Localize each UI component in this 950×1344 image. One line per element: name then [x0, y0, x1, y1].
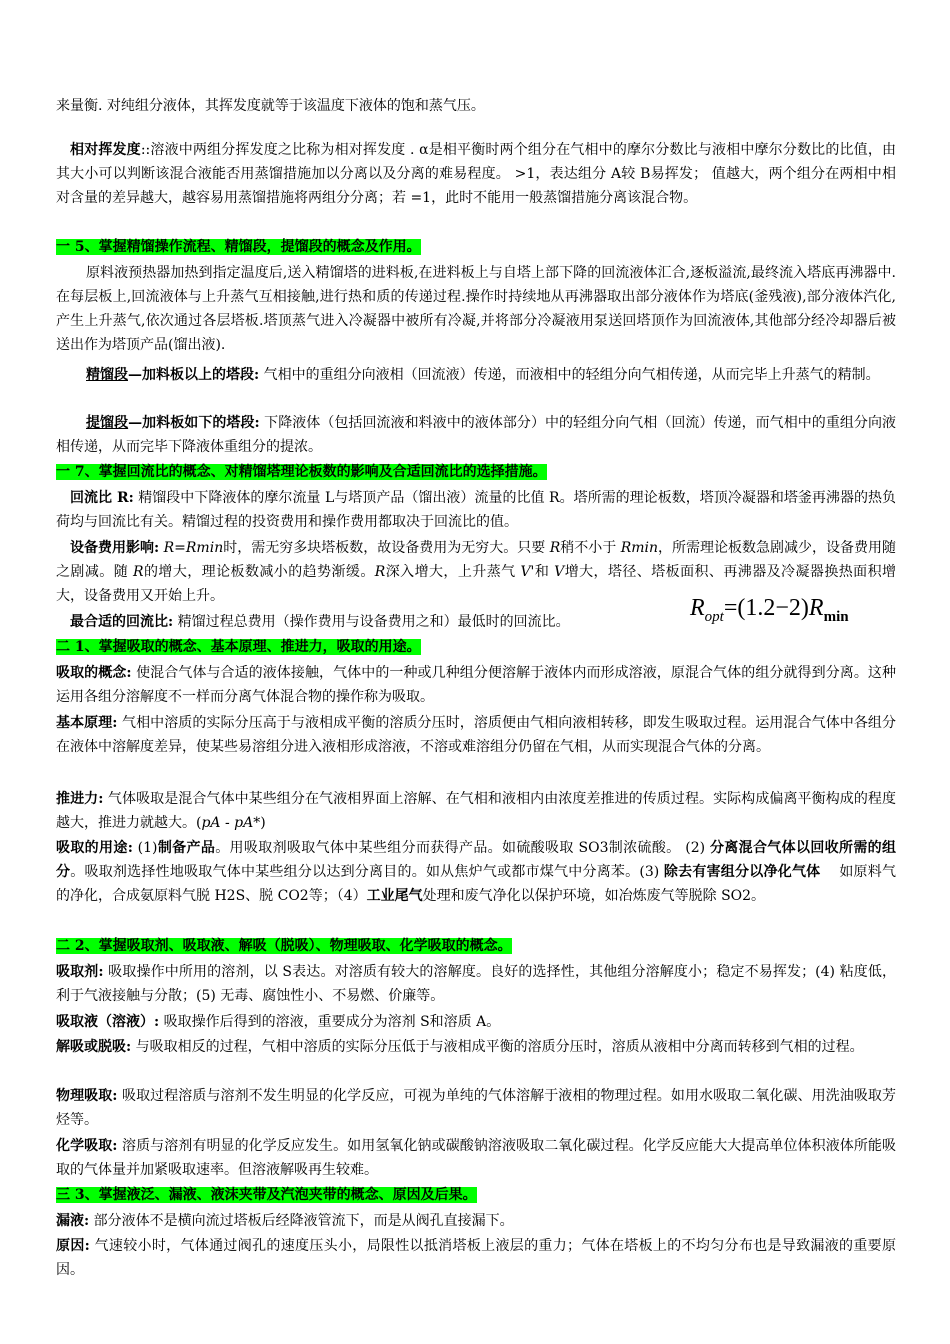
- body-text: 处理和废气净化以保护环境，如冶炼废气等脱除 SO2。: [422, 888, 766, 904]
- paragraph-basic-principle: [56, 711, 896, 759]
- term-optimal-reflux: 最合适的回流比:: [70, 614, 174, 630]
- term-chemical-absorption: 化学吸取:: [56, 1138, 118, 1154]
- use-1: 制备产品: [157, 840, 216, 856]
- body-text: ，所需理论板数急剧减少，设备费用随之剧减。随: [56, 540, 897, 580]
- use-4: 工业尾气: [366, 888, 423, 904]
- body-text: 稍不小于: [560, 540, 621, 556]
- definition-text: 与吸取相反的过程，气相中溶质的实际分压低于与液相成平衡的溶质分压时，溶质从液相中分离而转移到气相的过程。: [131, 1039, 864, 1055]
- term-reflux-ratio: 回流比 R:: [70, 490, 134, 506]
- body-text: 如原料气的净化，合成氨原料气脱 H2S、脱 CO2等；（4）: [56, 864, 896, 904]
- definition-text: ::溶液中两组分挥发度之比称为相对挥发度 . α是相平衡时两个组分在气相中的摩尔分数比与液相中摩尔分数比的比值，由其大小可以判断该混合液能否用蒸馏措施加以分离以及分离的难易程度。 >1，表达组分 A较 B易挥发； 值越大，两个组分在两相中相对含量的差异越大，越容易用蒸馏措施将两组分分离；若 =1，此时不能用一般蒸馏措施分离该混合物。: [56, 142, 896, 206]
- term-stripping-def: —加料板如下的塔段:: [128, 415, 260, 431]
- optimal-reflux-formula: [690, 592, 849, 633]
- math-text: pA - pA*: [201, 815, 261, 831]
- section-heading-3-3: [56, 1183, 896, 1207]
- math-text: R: [374, 564, 386, 580]
- use-3: 除去有害组分以净化气体: [663, 864, 821, 880]
- definition-text: 气相中的重组分向液相（回流液）传递，而液相中的轻组分向气相传递，从而完毕上升蒸气的精制。: [259, 367, 880, 383]
- paragraph-stripping-section: [56, 411, 896, 459]
- term-desorption: 解吸或脱吸:: [56, 1039, 132, 1055]
- term-stripping: 提馏段: [86, 415, 129, 431]
- section-heading-1-5: [56, 235, 896, 259]
- paragraph-process-flow: 原料液预热器加热到指定温度后,送入精馏塔的进料板,在进料板上与自塔上部下降的回流液体汇合,逐板溢流,最终流入塔底再沸器中.在每层板上,回流液体与上升蒸气互相接触,进行热和质的传递过程.操作时持续地从再沸器取出部分液体作为塔底(釜残液),部分液体汽化,产生上升蒸气,依次通过各层塔板.塔顶蒸气进入冷凝器中被所有冷凝,并将部分冷凝液用泵送回塔顶作为回流液体,其他部分经冷却器后被送出作为塔顶产品(馏出液).: [56, 265, 896, 353]
- paragraph-volatility: 来量衡. 对纯组分液体，其挥发度就等于该温度下液体的饱和蒸气压。: [56, 98, 485, 114]
- body-text: 和: [534, 564, 555, 580]
- paragraph-weeping: [56, 1209, 896, 1233]
- math-text: V: [554, 564, 565, 580]
- paragraph-chemical-absorption: [56, 1134, 896, 1182]
- body-text: 。用吸取剂吸取气体中某些组分而获得产品。如硫酸吸取 SO3制浓硫酸。 (2): [215, 840, 710, 856]
- math-text: Rmin: [620, 540, 658, 556]
- definition-text: 气相中溶质的实际分压高于与液相成平衡的溶质分压时，溶质便由气相向液相转移，即发生吸取过程。运用混合气体中各组分在液体中溶解度差异，使某些易溶组分进入液相形成溶液，不溶或难溶组分仍留在气相，从而实现混合气体的分离。: [56, 715, 896, 755]
- definition-text: 部分液体不是横向流过塔板后经降液管流下，而是从阀孔直接漏下。: [89, 1213, 514, 1229]
- definition-text: 气速较小时，气体通过阀孔的速度压头小，局限性以抵消塔板上液层的重力；气体在塔板上的不均匀分布也是导致漏液的重要原因。: [56, 1238, 897, 1278]
- formula-lhs: R: [690, 595, 705, 621]
- paragraph-absorption-liquid: [56, 1010, 896, 1034]
- paragraph-cause: [56, 1234, 896, 1282]
- paragraph-absorption-uses: [56, 836, 896, 908]
- formula-rhs-sub: min: [823, 608, 849, 625]
- paragraph-reflux-ratio: [56, 486, 896, 534]
- definition-text: 精馏过程总费用（操作费用与设备费用之和）最低时的回流比。: [173, 614, 570, 630]
- paragraph-absorbent: [56, 960, 896, 1008]
- body-text: 深入增大，上升蒸气: [385, 564, 521, 580]
- heading-text: 二 2、掌握吸取剂、吸取液、解吸（脱吸）、物理吸取、化学吸取的概念。: [56, 938, 512, 954]
- formula-middle: =(1.2−2): [723, 595, 809, 621]
- heading-text: 一 7、掌握回流比的概念、对精馏塔理论板数的影响及合适回流比的选择措施。: [56, 464, 547, 480]
- paragraph-absorption-concept: [56, 661, 896, 709]
- body-text: 。吸取剂选择性地吸取气体中某些组分以达到分离目的。如从焦炉气或都市煤气中分离苯。(3): [70, 864, 664, 880]
- term-absorption: 吸取的概念:: [56, 665, 132, 681]
- term-absorbent: 吸取剂:: [56, 964, 104, 980]
- definition-text: 溶质与溶剂有明显的化学反应发生。如用氢氧化钠或碳酸钠溶液吸取二氧化碳过程。化学反应能大大提高单位体积液体所能吸取的气体量并加紧吸取速率。但溶液解吸再生较难。: [56, 1138, 896, 1178]
- body-text: 的增大，理论板数减小的趋势渐缓。: [143, 564, 375, 580]
- math-text: R=Rmin: [159, 540, 224, 556]
- heading-text: 三 3、掌握液泛、漏液、液沫夹带及汽泡夹带的概念、原因及后果。: [56, 1187, 477, 1203]
- body-text: 增大，塔径、塔板面积、再沸器及冷凝器换热面积增大，设备费用又开始上升。: [56, 564, 897, 604]
- heading-text: 二 1、掌握吸取的概念、基本原理、推进力，吸取的用途。: [56, 639, 421, 655]
- definition-text: 下降液体（包括回流液和料液中的液体部分）中的轻组分向气相（回流）传递，而气相中的重组分向液相传递，从而完毕下降液体重组分的提浓。: [56, 415, 896, 455]
- term-absorption-liquid: 吸取液（溶液）:: [56, 1014, 160, 1030]
- formula-lhs-sub: opt: [704, 608, 724, 625]
- heading-text: 一 5、掌握精馏操作流程、精馏段，提馏段的概念及作用。: [56, 239, 421, 255]
- paragraph-optimal-reflux: [56, 610, 676, 634]
- term-rectifying: 精馏段: [86, 367, 128, 383]
- term-weeping: 漏液:: [56, 1213, 90, 1229]
- definition-text: 气体吸取是混合气体中某些组分在气液相界面上溶解、在气相和液相内由浓度差推进的传质过程。实际构成偏离平衡构成的程度越大，推进力就越大。(: [56, 791, 896, 831]
- term-principle: 基本原理:: [56, 715, 118, 731]
- section-heading-1-7: [56, 460, 896, 484]
- paragraph-physical-absorption: [56, 1084, 896, 1132]
- use-2: 分离混合气体以回收所需的组分: [56, 840, 897, 880]
- definition-text: 精馏段中下降液体的摩尔流量 L与塔顶产品（馏出液）流量的比值 R。塔所需的理论板数，塔顶冷凝器和塔釜再沸器的热负荷均与回流比有关。精馏过程的投资费用和操作费用都取决于回流比的值。: [56, 490, 897, 530]
- definition-text: 吸取操作中所用的溶剂，以 S表达。对溶质有较大的溶解度。良好的选择性，其他组分溶解度小；稳定不易挥发；(4) 粘度低，利于气液接触与分散；(5) 无毒、腐蚀性小、不易燃、价廉等。: [56, 964, 896, 1004]
- definition-text: 吸取过程溶质与溶剂不发生明显的化学反应，可视为单纯的气体溶解于液相的物理过程。如用水吸取二氧化碳、用洗油吸取芳烃等。: [56, 1088, 896, 1128]
- body-text: 时，需无穷多块塔板数，故设备费用为无穷大。只要: [223, 540, 550, 556]
- formula-rhs: R: [808, 595, 824, 621]
- section-heading-2-1: [56, 635, 896, 659]
- paragraph-desorption: [56, 1035, 896, 1059]
- term-physical-absorption: 物理吸取:: [56, 1088, 118, 1104]
- paragraph-rectifying-section: [56, 363, 896, 387]
- term-cause: 原因:: [56, 1238, 90, 1254]
- math-text: R: [549, 540, 561, 556]
- term-rectifying-def: —加料板以上的塔段:: [128, 367, 260, 383]
- definition-text: 吸取操作后得到的溶液，重要成分为溶剂 S和溶质 A。: [159, 1014, 501, 1030]
- definition-text: 使混合气体与合适的液体接触，气体中的一种或几种组分便溶解于液体内而形成溶液，原混合气体的组分就得到分离。这种运用各组分溶解度不一样而分离气体混合物的操作称为吸取。: [56, 665, 896, 705]
- term-uses: 吸取的用途:: [56, 840, 133, 856]
- term-relative-volatility: 相对挥发度: [70, 142, 141, 158]
- term-equipment-cost: 设备费用影响:: [70, 540, 160, 556]
- paragraph-relative-volatility: [56, 138, 896, 210]
- body-text: ): [260, 815, 266, 831]
- term-driving-force: 推进力:: [56, 791, 104, 807]
- body-text: (1): [132, 840, 158, 856]
- paragraph-driving-force: [56, 787, 896, 835]
- section-heading-2-2: [56, 934, 896, 958]
- math-text: R: [133, 564, 144, 580]
- math-text: V': [520, 564, 535, 580]
